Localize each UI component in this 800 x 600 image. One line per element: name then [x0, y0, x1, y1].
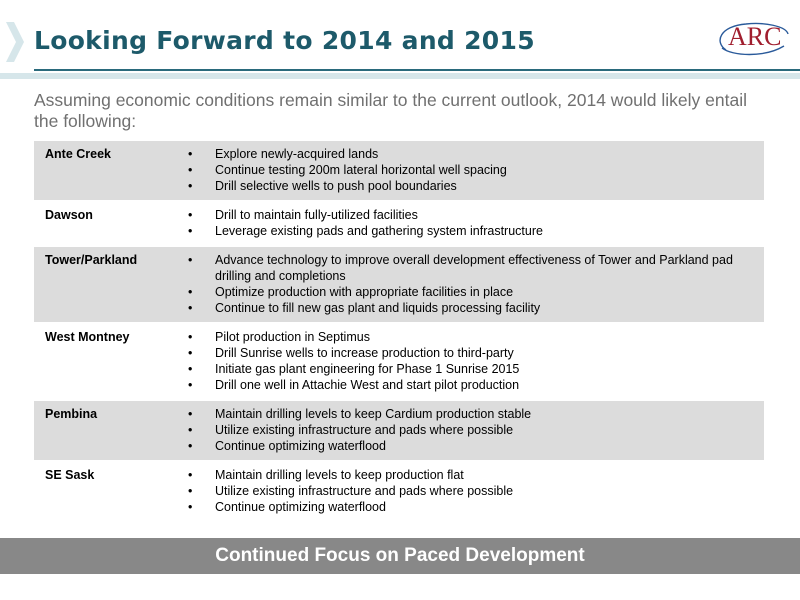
list-item	[186, 438, 764, 454]
list-item-text: Utilize existing infrastructure and pads where possible	[215, 423, 514, 437]
list-item	[186, 499, 764, 515]
table-row	[34, 401, 764, 460]
table-row	[34, 462, 764, 521]
bullet-icon: •	[188, 224, 193, 238]
list-item-text: Maintain drilling levels to keep Cardium production stable	[215, 407, 532, 421]
footer-banner: Continued Focus on Paced Development	[0, 538, 800, 574]
bullet-icon: •	[188, 253, 193, 267]
logo-text: ARC	[728, 22, 782, 51]
bullet-list	[186, 406, 764, 454]
list-item	[186, 329, 764, 345]
list-item	[186, 483, 764, 499]
table-row	[34, 141, 764, 200]
region-table	[34, 141, 764, 521]
list-item	[186, 406, 764, 422]
list-item-text: Leverage existing pads and gathering system infrastructure	[215, 224, 543, 238]
region-name: Ante Creek	[45, 147, 111, 161]
list-item	[186, 162, 764, 178]
table-row	[34, 202, 764, 245]
list-item-text: Continue optimizing waterflood	[215, 500, 386, 514]
table-row	[34, 247, 764, 322]
bullet-icon: •	[188, 362, 193, 376]
bullet-icon: •	[188, 439, 193, 453]
list-item	[186, 146, 764, 162]
region-name: West Montney	[45, 330, 130, 344]
bullet-list	[186, 252, 764, 316]
bullet-icon: •	[188, 407, 193, 421]
list-item-text: Initiate gas plant engineering for Phase 1 Sunrise 2015	[215, 362, 520, 376]
bullet-icon: •	[188, 423, 193, 437]
bullet-icon: •	[188, 285, 193, 299]
list-item	[186, 377, 764, 393]
list-item	[186, 207, 764, 223]
table-row	[34, 324, 764, 399]
list-item-text: Drill one well in Attachie West and start pilot production	[215, 378, 520, 392]
list-item-text: Pilot production in Septimus	[215, 330, 370, 344]
list-item-text: Optimize production with appropriate facilities in place	[215, 285, 514, 299]
list-item-text: Advance technology to improve overall development effectiveness of Tower and Parkland pad drilling and completions	[215, 253, 733, 283]
title-accent-band	[0, 73, 800, 79]
bullet-icon: •	[188, 346, 193, 360]
bullet-icon: •	[188, 301, 193, 315]
bullet-list	[186, 329, 764, 393]
chevron-decoration-icon	[6, 22, 24, 62]
list-item-text: Maintain drilling levels to keep production flat	[215, 468, 464, 482]
list-item	[186, 422, 764, 438]
region-name: SE Sask	[45, 468, 95, 482]
list-item-text: Drill to maintain fully-utilized facilities	[215, 208, 418, 222]
list-item	[186, 467, 764, 483]
list-item-text: Drill selective wells to push pool boundaries	[215, 179, 457, 193]
list-item	[186, 345, 764, 361]
list-item	[186, 361, 764, 377]
intro-text: Assuming economic conditions remain similar to the current outlook, 2014 would likely entail the following:	[34, 90, 747, 131]
list-item-text: Utilize existing infrastructure and pads where possible	[215, 484, 514, 498]
page-title: Looking Forward to 2014 and 2015	[34, 26, 535, 55]
bullet-icon: •	[188, 208, 193, 222]
bullet-list	[186, 207, 764, 239]
bullet-icon: •	[188, 330, 193, 344]
bullet-icon: •	[188, 163, 193, 177]
title-divider	[34, 69, 800, 71]
list-item-text: Drill Sunrise wells to increase production to third-party	[215, 346, 514, 360]
list-item	[186, 252, 764, 284]
list-item-text: Continue testing 200m lateral horizontal well spacing	[215, 163, 507, 177]
list-item-text: Explore newly-acquired lands	[215, 147, 379, 161]
region-name: Pembina	[45, 407, 98, 421]
region-name: Dawson	[45, 208, 93, 222]
bullet-icon: •	[188, 179, 193, 193]
bullet-list	[186, 146, 764, 194]
bullet-icon: •	[188, 147, 193, 161]
list-item-text: Continue optimizing waterflood	[215, 439, 386, 453]
list-item	[186, 284, 764, 300]
region-name: Tower/Parkland	[45, 253, 138, 267]
list-item	[186, 178, 764, 194]
bullet-list	[186, 467, 764, 515]
list-item-text: Continue to fill new gas plant and liquids processing facility	[215, 301, 541, 315]
list-item	[186, 300, 764, 316]
bullet-icon: •	[188, 378, 193, 392]
bullet-icon: •	[188, 468, 193, 482]
bullet-icon: •	[188, 484, 193, 498]
bullet-icon: •	[188, 500, 193, 514]
list-item	[186, 223, 764, 239]
